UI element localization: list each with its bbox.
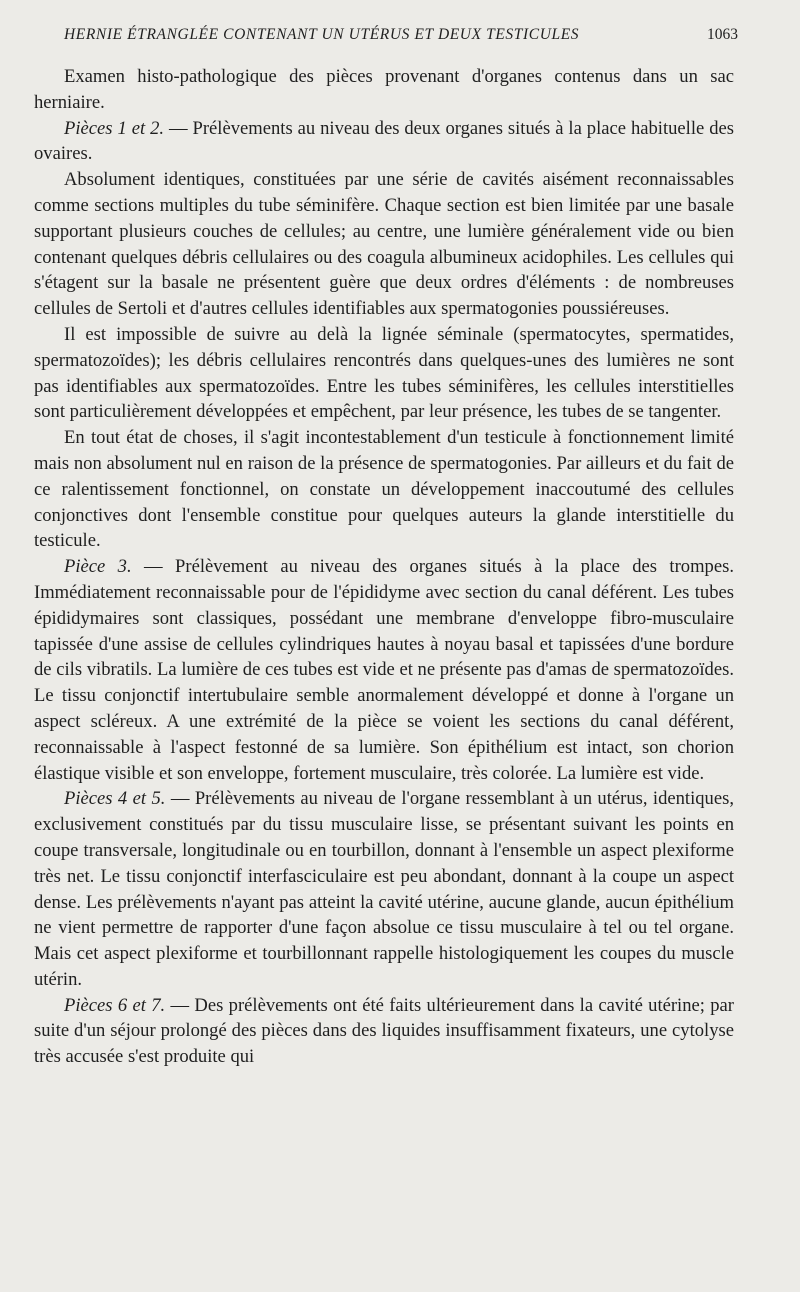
paragraph <box>34 64 734 116</box>
paragraph-text: Il est impossible de suivre au delà la lignée séminale (spermatocytes, spermatides, spermatozoïdes); les débris cellulaires rencontrés dans quelques-unes des lumières ne sont pas identifiables aux spermatozoïdes. Entre les tubes séminifères, les cellules interstitielles sont particulièrement développées et empêchent, par leur présence, les tubes de se tangenter. <box>34 323 734 423</box>
paragraph <box>34 167 734 322</box>
paragraph <box>34 322 734 425</box>
section-label: Pièces 1 et 2. <box>64 117 165 139</box>
running-title: HERNIE ÉTRANGLÉE CONTENANT UN UTÉRUS ET DEUX TESTICULES <box>64 26 580 43</box>
paragraph-text: Absolument identiques, constituées par une série de cavités aisément reconnaissables comme sections multiples du tube séminifère. Chaque section est bien limitée par une basale supportant plusieurs couches de cellules; au centre, une lumière généralement vide ou bien contenant quelques débris cellulaires ou des coagula albumineux acidophiles. Les cellules qui s'étagent sur la basale ne présentent guère que deux ordres d'éléments : de nombreuses cellules de Sertoli et d'autres cellules identifiables aux spermatogonies poussiéreuses. <box>34 169 734 320</box>
paragraph <box>34 786 734 992</box>
paragraph <box>34 425 734 554</box>
paragraph-text: Examen histo-pathologique des pièces provenant d'organes contenus dans un sac herniaire. <box>34 66 734 113</box>
section-label: Pièces 4 et 5. <box>64 788 166 810</box>
body-text <box>34 64 734 1070</box>
running-header <box>64 26 738 44</box>
paragraph-text: En tout état de choses, il s'agit incontestablement d'un testicule à fonctionnement limité mais non absolument nul en raison de la présence de spermatogonies. Par ailleurs et du fait de ce ralentissement fonctionnel, on constate un développement inaccoutumé des cellules conjonctives dont l'ensemble constitue pour quelques auteurs la glande interstitielle du testicule. <box>34 427 734 552</box>
page <box>34 26 738 1070</box>
paragraph <box>34 554 734 786</box>
section-label: Pièces 6 et 7. <box>64 994 166 1016</box>
paragraph-text: — Des prélèvements ont été faits ultérieurement dans la cavité utérine; par suite d'un séjour prolongé des pièces dans des liquides insuffisamment fixateurs, une cytolyse très accusée s'est produite qui <box>34 994 734 1068</box>
paragraph <box>34 993 734 1070</box>
paragraph-text: — Prélèvements au niveau des deux organes situés à la place habituelle des ovaires. <box>34 117 734 165</box>
section-label: Pièce 3. <box>64 556 132 578</box>
paragraph <box>34 116 734 168</box>
page-number: 1063 <box>707 26 738 43</box>
paragraph-text: — Prélèvements au niveau de l'organe ressemblant à un utérus, identiques, exclusivement constitués par du tissu musculaire lisse, se présentant suivant les points en coupe transversale, longitudinale ou en tourbillon, donnant à l'ensemble un aspect plexiforme très net. Le tissu conjonctif interfasciculaire est peu abondant, donnant à la coupe un aspect dense. Les prélèvements n'ayant pas atteint la cavité utérine, aucune glande, aucun épithélium ne vient permettre de rapporter d'une façon absolue ce tissu musculaire à tel ou tel organe. Mais cet aspect plexiforme et tourbillonnant rappelle histologiquement les coupes du muscle utérin. <box>34 788 734 990</box>
paragraph-text: — Prélèvement au niveau des organes situés à la place des trompes. Immédiatement reconnaissable pour de l'épididyme avec section du canal déférent. Les tubes épididymaires sont classiques, possédant une membrane d'enveloppe fibro-musculaire tapissée d'une assise de cellules cylindriques hautes à noyau basal et tapissées d'une bordure de cils vibratils. La lumière de ces tubes est vide et ne présente pas d'amas de spermatozoïdes. Le tissu conjonctif intertubulaire semble anormalement développé et donne à l'organe un aspect scléreux. A une extrémité de la pièce se voient les sections du canal déférent, reconnaissable à l'aspect festonné de sa lumière. Son épithélium est intact, son chorion élastique visible et son enveloppe, fortement musculaire, très colorée. La lumière est vide. <box>34 556 734 784</box>
